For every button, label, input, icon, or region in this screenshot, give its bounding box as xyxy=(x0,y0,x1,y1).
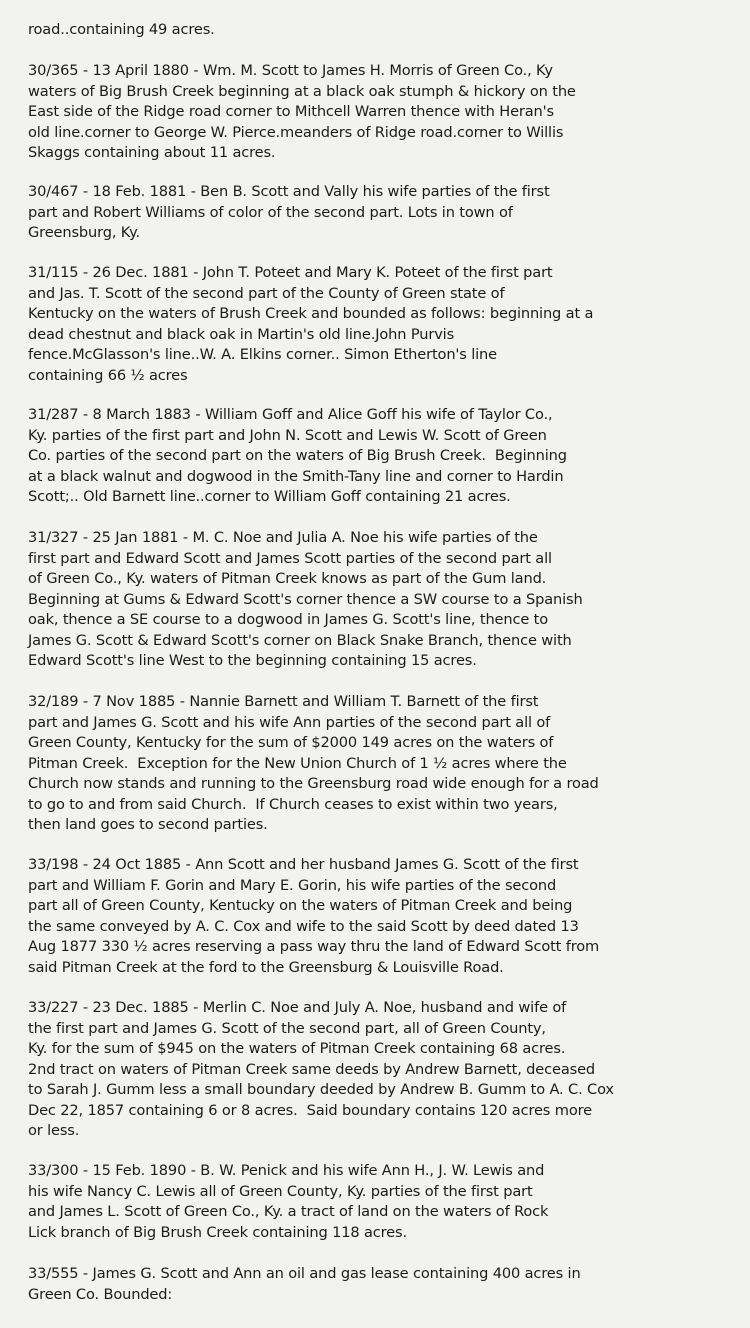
deed-entry-31-115: 31/115 - 26 Dec. 1881 - John T. Poteet and Mary K. Poteet of the first part and Jas. T. Scott of the second part of the County of Green state of Kentucky on the waters of Brush Creek and bounded as follows: beginning at a dead chestnut and black oak in Martin's old line.John Purvis fence.McGlasson's line..W. A. Elkins corner.. Simon Etherton's line containing 66 ½ acres xyxy=(28,264,594,384)
deed-entry-33-300: 33/300 - 15 Feb. 1890 - B. W. Penick and his wife Ann H., J. W. Lewis and his wife Nancy C. Lewis all of Green County, Ky. parties of the first part and James L. Scott of Green Co., Ky. a tract of land on the waters of Rock Lick branch of Big Brush Creek containing 118 acres. xyxy=(28,1162,549,1241)
deed-entry-30-365: 30/365 - 13 April 1880 - Wm. M. Scott to James H. Morris of Green Co., Ky waters of Big Brush Creek beginning at a black oak stumph & hickory on the East side of the Ridge road corner to Mithcell Warren thence with Heran's old line.corner to George W. Pierce.meanders of Ridge road.corner to Willis Skaggs containing about 11 acres. xyxy=(28,62,576,161)
deed-entry-33-555: 33/555 - James G. Scott and Ann an oil and gas lease containing 400 acres in Green Co. Bounded: xyxy=(28,1265,581,1303)
deed-entry-31-287: 31/287 - 8 March 1883 - William Goff and Alice Goff his wife of Taylor Co., Ky. parties of the first part and John N. Scott and Lewis W. Scott of Green Co. parties of the second part on the waters of Big Brush Creek. Beginning at a black walnut and dogwood in the Smith-Tany line and corner to Hardin Scott;.. Old Barnett line..corner to William Goff containing 21 acres. xyxy=(28,406,567,505)
deed-entry-32-189: 32/189 - 7 Nov 1885 - Nannie Barnett and William T. Barnett of the first part and James G. Scott and his wife Ann parties of the second part all of Green County, Kentucky for the sum of $2000 149 acres on the waters of Pitman Creek. Exception for the New Union Church of 1 ½ acres where the Church now stands and running to the Greensburg road wide enough for a road to go to and from said Church. If Church ceases to exist within two years, then land goes to second parties. xyxy=(28,693,599,833)
deed-entry-fragment: road..containing 49 acres. xyxy=(28,21,215,38)
deed-entry-33-227: 33/227 - 23 Dec. 1885 - Merlin C. Noe and July A. Noe, husband and wife of the first part and James G. Scott of the second part, all of Green County, Ky. for the sum of $945 on the waters of Pitman Creek containing 68 acres. 2nd tract on waters of Pitman Creek same deeds by Andrew Barnett, deceased to Sarah J. Gumm less a small boundary deeded by Andrew B. Gumm to A. C. Cox Dec 22, 1857 containing 6 or 8 acres. Said boundary contains 120 acres more or less. xyxy=(28,999,614,1139)
deed-entry-33-198: 33/198 - 24 Oct 1885 - Ann Scott and her husband James G. Scott of the first part and William F. Gorin and Mary E. Gorin, his wife parties of the second part all of Green County, Kentucky on the waters of Pitman Creek and being the same conveyed by A. C. Cox and wife to the said Scott by deed dated 13 Aug 1877 330 ½ acres reserving a pass way thru the land of Edward Scott from said Pitman Creek at the ford to the Greensburg & Louisville Road. xyxy=(28,856,600,976)
deed-entry-30-467: 30/467 - 18 Feb. 1881 - Ben B. Scott and Vally his wife parties of the first part and Robert Williams of color of the second part. Lots in town of Greensburg, Ky. xyxy=(28,183,550,241)
deed-entry-31-327: 31/327 - 25 Jan 1881 - M. C. Noe and Julia A. Noe his wife parties of the first part and Edward Scott and James Scott parties of the second part all of Green Co., Ky. waters of Pitman Creek knows as part of the Gum land. Beginning at Gums & Edward Scott's corner thence a SW course to a Spanish oak, thence a SE course to a dogwood in James G. Scott's line, thence to James G. Scott & Edward Scott's corner on Black Snake Branch, thence with Edward Scott's line West to the beginning containing 15 acres. xyxy=(28,529,583,669)
